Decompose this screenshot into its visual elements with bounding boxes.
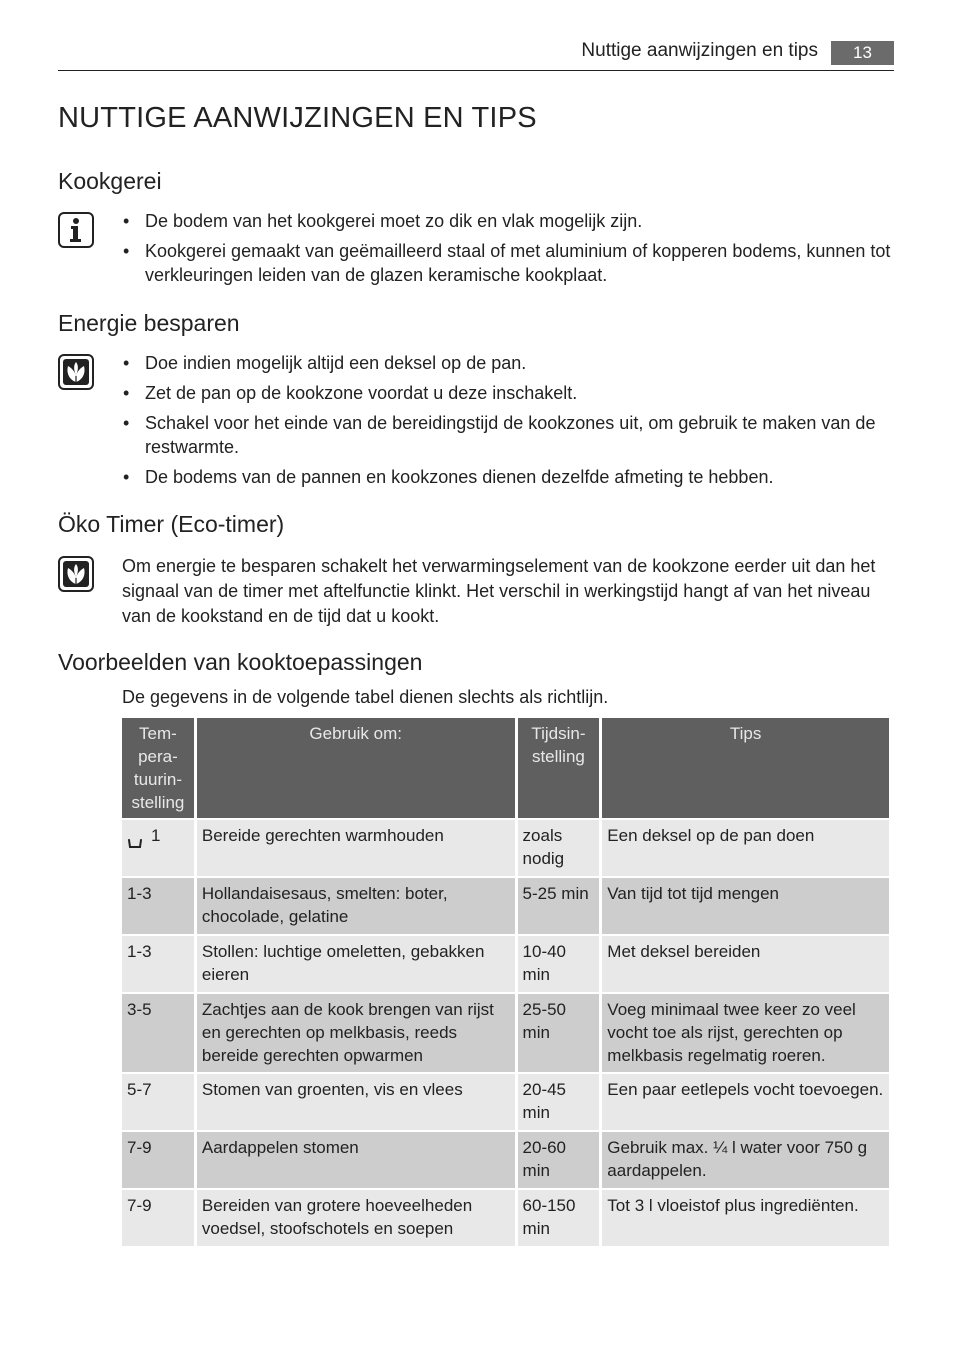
table-row [122, 1074, 889, 1130]
cell-temp: 3-5 [122, 994, 194, 1072]
cell-time: 20-45 min [518, 1074, 600, 1130]
temp-value: 1 [151, 826, 161, 845]
cell-time: 25-50 min [518, 994, 600, 1072]
cell-tip: Gebruik max. ¼ l water voor 750 g aardappelen. [602, 1132, 889, 1188]
table-row [122, 820, 889, 876]
list-item: • Schakel voor het einde van de bereidingstijd de kookzones uit, om gebruik te maken van de restwarmte. [122, 411, 892, 459]
kookgerei-list [122, 209, 892, 293]
list-item: • Kookgerei gemaakt van geëmailleerd staal of met aluminium of kopperen bodems, kunnen tot verkleuringen leiden van de glazen keramische kookplaat. [122, 239, 892, 287]
cell-time: 60-150 min [518, 1190, 600, 1246]
section-heading-kookgerei: Kookgerei [58, 168, 162, 194]
cell-time: 10-40 min [518, 936, 600, 992]
running-header-title: Nuttige aanwijzingen en tips [581, 40, 818, 61]
list-item: • Doe indien mogelijk altijd een deksel op de pan. [122, 351, 892, 375]
column-header-tips: Tips [602, 718, 889, 818]
section-heading-energie: Energie besparen [58, 310, 240, 336]
cell-temp: 1-3 [122, 878, 194, 934]
table-header-row [122, 718, 889, 818]
eco-leaf-icon [58, 556, 94, 592]
table-row [122, 878, 889, 934]
cell-use: Hollandaisesaus, smelten: boter, chocolade, gelatine [197, 878, 515, 934]
cell-temp: 5-7 [122, 1074, 194, 1130]
keep-warm-icon [127, 832, 143, 842]
page-number: 13 [831, 41, 894, 65]
cell-temp: 7-9 [122, 1132, 194, 1188]
table-row [122, 994, 889, 1072]
cell-tip: Tot 3 l vloeistof plus ingrediënten. [602, 1190, 889, 1246]
column-header-time: Tijdsin- stelling [518, 718, 600, 818]
cell-time: 5-25 min [518, 878, 600, 934]
cell-tip: Voeg minimaal twee keer zo veel vocht toe als rijst, gerechten op melkbasis regelmatig roeren. [602, 994, 889, 1072]
cell-use: Aardappelen stomen [197, 1132, 515, 1188]
cell-tip: Met deksel bereiden [602, 936, 889, 992]
info-icon [58, 212, 94, 248]
cell-time: zoals nodig [518, 820, 600, 876]
cell-tip: Een deksel op de pan doen [602, 820, 889, 876]
cell-tip: Van tijd tot tijd mengen [602, 878, 889, 934]
section-heading-voorbeelden: Voorbeelden van kooktoepassingen [58, 649, 423, 675]
list-item: • Zet de pan op de kookzone voordat u deze inschakelt. [122, 381, 892, 405]
list-item: • De bodem van het kookgerei moet zo dik en vlak mogelijk zijn. [122, 209, 892, 233]
cell-time: 20-60 min [518, 1132, 600, 1188]
table-intro: De gegevens in de volgende tabel dienen slechts als richtlijn. [122, 687, 609, 707]
cell-use: Zachtjes aan de kook brengen van rijst en gerechten op melkbasis, reeds bereide gerechten opwarmen [197, 994, 515, 1072]
energie-list [122, 351, 892, 495]
header-divider [58, 70, 894, 71]
cell-use: Bereide gerechten warmhouden [197, 820, 515, 876]
page-title: NUTTIGE AANWIJZINGEN EN TIPS [58, 102, 537, 134]
table-row [122, 1132, 889, 1188]
cooking-table [119, 716, 892, 1248]
cell-temp [122, 820, 194, 876]
column-header-temp: Tem- pera- tuurin- stelling [122, 718, 194, 818]
table-row [122, 936, 889, 992]
eco-leaf-icon [58, 354, 94, 390]
table-row [122, 1190, 889, 1246]
list-item: • De bodems van de pannen en kookzones dienen dezelfde afmeting te hebben. [122, 465, 892, 489]
cell-use: Bereiden van grotere hoeveelheden voedsel, stoofschotels en soepen [197, 1190, 515, 1246]
oko-timer-text: Om energie te besparen schakelt het verwarmingselement van de kookzone eerder uit dan het signaal van de timer met aftelfunctie klinkt. Het verschil in werkingstijd hangt af van het niveau van de kookstand en de tijd dat u kookt. [122, 556, 876, 626]
cell-temp: 1-3 [122, 936, 194, 992]
cell-use: Stomen van groenten, vis en vlees [197, 1074, 515, 1130]
cell-use: Stollen: luchtige omeletten, gebakken eieren [197, 936, 515, 992]
cell-tip: Een paar eetlepels vocht toevoegen. [602, 1074, 889, 1130]
column-header-use: Gebruik om: [197, 718, 515, 818]
cell-temp: 7-9 [122, 1190, 194, 1246]
section-heading-oko-timer: Öko Timer (Eco-timer) [58, 511, 285, 537]
